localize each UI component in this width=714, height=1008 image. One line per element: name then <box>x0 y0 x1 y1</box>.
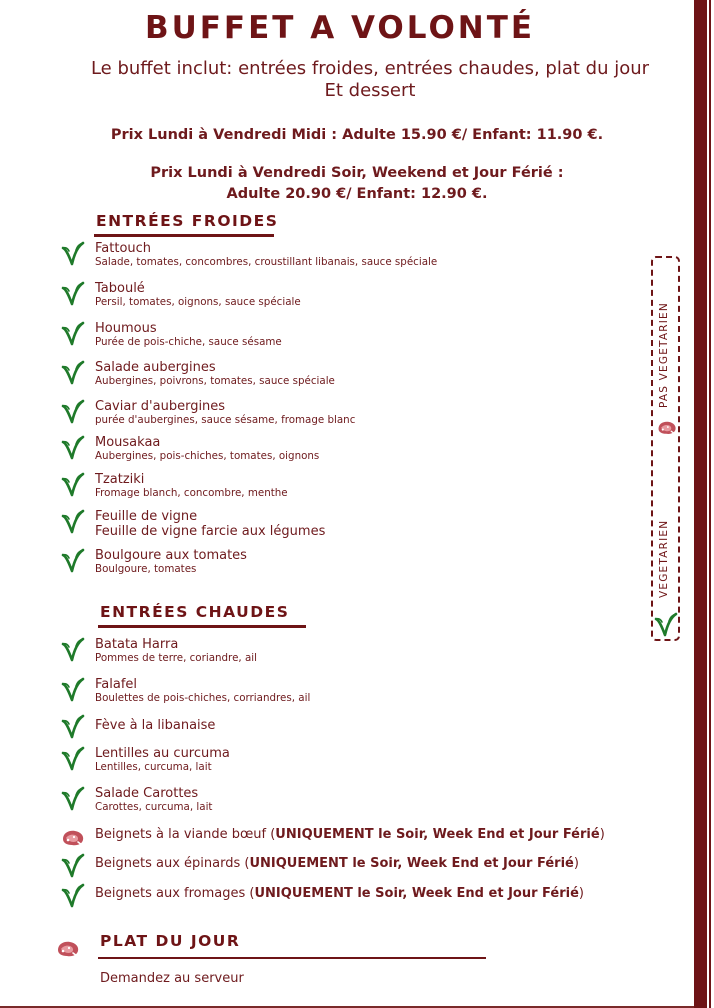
item-description: Salade, tomates, concombres, croustillant libanais, sauce spéciale <box>95 256 438 268</box>
item-description: Fromage blanch, concombre, menthe <box>95 487 288 499</box>
vegetarian-icon <box>60 677 86 703</box>
vegetarian-icon <box>60 399 86 425</box>
meat-icon <box>60 824 86 850</box>
vegetarian-icon <box>60 637 86 663</box>
item-name: Lentilles au curcuma <box>95 746 230 761</box>
vegetarian-icon <box>60 883 86 909</box>
item-name: Taboulé <box>95 281 145 296</box>
meat-icon <box>53 935 83 961</box>
section-rule-plat-du-jour <box>98 957 486 959</box>
item-description: Lentilles, curcuma, lait <box>95 761 212 773</box>
item-name: Fève à la libanaise <box>95 718 216 733</box>
section-title-entrees-chaudes: ENTRÉES CHAUDES <box>100 603 290 621</box>
intro-line-1: Le buffet inclut: entrées froides, entrées chaudes, plat du jour <box>90 58 650 79</box>
section-title-plat-du-jour: PLAT DU JOUR <box>100 932 241 950</box>
section-title-entrees-froides: ENTRÉES FROIDES <box>96 212 279 230</box>
item-name: Houmous <box>95 321 157 336</box>
item-description: Purée de pois-chiche, sauce sésame <box>95 336 282 348</box>
plat-du-jour-description: Demandez au serveur <box>100 971 244 986</box>
intro-line-2: Et dessert <box>324 80 416 101</box>
item-description: Pommes de terre, coriandre, ail <box>95 652 257 664</box>
vegetarian-icon <box>60 786 86 812</box>
item-description: Boulettes de pois-chiches, corriandres, ail <box>95 692 311 704</box>
vegetarian-icon <box>60 281 86 307</box>
right-border-line <box>709 0 711 1008</box>
legend-label-vegetarian: VEGETARIEN <box>658 519 670 598</box>
item-name: Boulgoure aux tomates <box>95 548 247 563</box>
item-name: Salade Carottes <box>95 786 199 801</box>
price-weekday-lunch: Prix Lundi à Vendredi Midi : Adulte 15.90 €/ Enfant: 11.90 €. <box>110 127 604 143</box>
item-description: Boulgoure, tomates <box>95 563 197 575</box>
vegetarian-icon <box>60 472 86 498</box>
item-name: Beignets aux épinards (UNIQUEMENT le Soir, Week End et Jour Férié) <box>95 856 579 871</box>
vegetarian-icon <box>60 241 86 267</box>
item-description: purée d'aubergines, sauce sésame, fromage blanc <box>95 414 356 426</box>
item-name: Feuille de vigne <box>95 509 198 524</box>
vegetarian-icon <box>653 612 679 638</box>
item-description: Feuille de vigne farcie aux légumes <box>95 524 326 539</box>
meat-icon <box>656 416 678 438</box>
item-description: Carottes, curcuma, lait <box>95 801 213 813</box>
vegetarian-icon <box>60 548 86 574</box>
legend-label-non-vegetarian: PAS VEGETARIEN <box>658 302 670 408</box>
item-name: Caviar d'aubergines <box>95 399 226 414</box>
vegetarian-icon <box>60 509 86 535</box>
item-description: Aubergines, poivrons, tomates, sauce spéciale <box>95 375 335 387</box>
item-description: Aubergines, pois-chiches, tomates, oignons <box>95 450 320 462</box>
item-name: Falafel <box>95 677 138 692</box>
section-rule-entrees-chaudes <box>98 625 306 628</box>
item-name: Fattouch <box>95 241 152 256</box>
item-name: Mousakaa <box>95 435 161 450</box>
item-name: Salade aubergines <box>95 360 216 375</box>
vegetarian-icon <box>60 853 86 879</box>
item-name: Tzatziki <box>95 472 145 487</box>
vegetarian-icon <box>60 714 86 740</box>
item-name: Batata Harra <box>95 637 179 652</box>
right-border-bar <box>694 0 707 1008</box>
page-title: BUFFET A VOLONTÉ <box>144 10 536 46</box>
item-description: Persil, tomates, oignons, sauce spéciale <box>95 296 301 308</box>
vegetarian-icon <box>60 746 86 772</box>
vegetarian-icon <box>60 321 86 347</box>
vegetarian-icon <box>60 360 86 386</box>
price-evening-line-1: Prix Lundi à Vendredi Soir, Weekend et Jour Férié : <box>150 165 564 181</box>
vegetarian-icon <box>60 435 86 461</box>
item-name: Beignets à la viande bœuf (UNIQUEMENT le Soir, Week End et Jour Férié) <box>95 827 605 842</box>
price-evening-line-2: Adulte 20.90 €/ Enfant: 12.90 €. <box>226 186 488 202</box>
item-name: Beignets aux fromages (UNIQUEMENT le Soir, Week End et Jour Férié) <box>95 886 584 901</box>
section-rule-entrees-froides <box>94 234 274 237</box>
